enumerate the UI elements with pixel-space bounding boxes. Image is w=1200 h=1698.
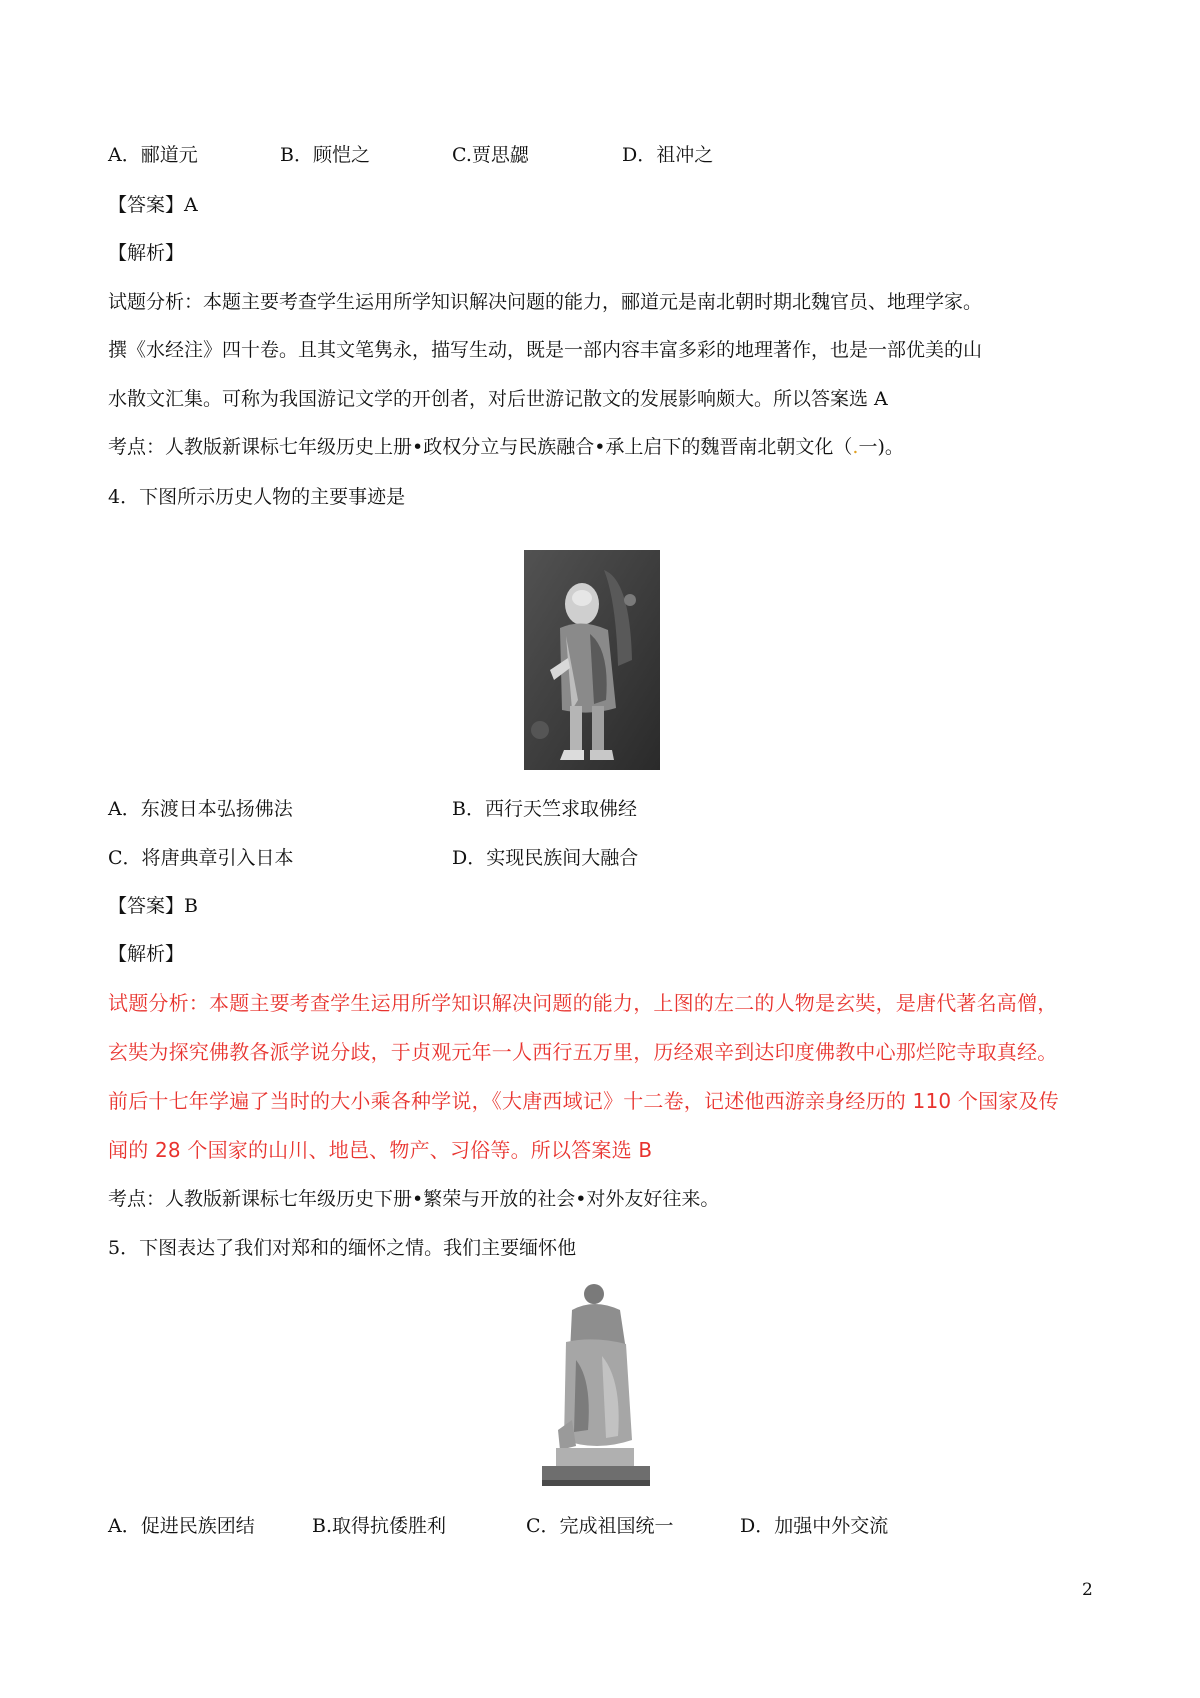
q4-option-d: D．实现民族间大融合 (452, 847, 639, 869)
zhenghe-statue-image (536, 1280, 654, 1492)
q5-stem: 5．下图表达了我们对郑和的缅怀之情。我们主要缅怀他 (108, 1237, 577, 1259)
q3-option-a: A．郦道元 (108, 144, 198, 166)
q5-option-c: C．完成祖国统一 (526, 1515, 674, 1537)
q3-kaodian-text: 考点：人教版新课标七年级历史上册•政权分立与民族融合•承上启下的魏晋南北朝文化（ (108, 436, 853, 458)
q4-kaodian: 考点：人教版新课标七年级历史下册•繁荣与开放的社会•对外友好往来。 (108, 1188, 720, 1210)
q3-kaodian (108, 434, 904, 460)
q4-option-c: C．将唐典章引入日本 (108, 847, 294, 869)
q4-analysis-line: 前后十七年学遍了当时的大小乘各种学说，《大唐西域记》十二卷，记述他西游亲身经历的 110 个国家及传 (108, 1089, 1059, 1113)
q4-analysis-line: 试题分析：本题主要考查学生运用所学知识解决问题的能力，上图的左二的人物是玄奘，是唐代著名高僧， (108, 991, 1058, 1015)
q5-option-d: D．加强中外交流 (740, 1515, 889, 1537)
q4-stem: 4．下图所示历史人物的主要事迹是 (108, 486, 406, 508)
q3-analysis-line: 撰《水经注》四十卷。且其文笔隽永，描写生动，既是一部内容丰富多彩的地理著作，也是一部优美的山 (108, 339, 983, 361)
xuanzang-figure-image (520, 540, 666, 776)
q3-option-d: D．祖冲之 (622, 144, 714, 166)
q5-option-b: B.取得抗倭胜利 (312, 1515, 447, 1537)
q3-analysis-label: 【解析】 (108, 242, 185, 264)
q5-option-a: A．促进民族团结 (108, 1515, 255, 1537)
q4-option-b: B．西行天竺求取佛经 (452, 798, 637, 820)
q3-kaodian-mark: . (852, 436, 859, 458)
q4-analysis-line: 玄奘为探究佛教各派学说分歧，于贞观元年一人西行五万里，历经艰辛到达印度佛教中心那烂陀寺取真经。 (108, 1040, 1058, 1064)
q3-analysis-line: 水散文汇集。可称为我国游记文学的开创者，对后世游记散文的发展影响颇大。所以答案选 A (108, 388, 888, 410)
q4-option-a: A．东渡日本弘扬佛法 (108, 798, 293, 820)
q3-answer: 【答案】A (108, 194, 198, 216)
q3-option-c: C.贾思勰 (452, 144, 529, 166)
q4-answer: 【答案】B (108, 895, 198, 917)
q3-option-b: B．顾恺之 (280, 144, 370, 166)
q4-analysis-label: 【解析】 (108, 943, 185, 965)
q3-kaodian-end: 一)。 (858, 436, 904, 458)
q3-analysis-line: 试题分析：本题主要考查学生运用所学知识解决问题的能力，郦道元是南北朝时期北魏官员、地理学家。 (108, 291, 983, 313)
q4-analysis-line: 闻的 28 个国家的山川、地邑、物产、习俗等。所以答案选 B (108, 1138, 653, 1162)
page-number: 2 (1082, 1580, 1093, 1600)
